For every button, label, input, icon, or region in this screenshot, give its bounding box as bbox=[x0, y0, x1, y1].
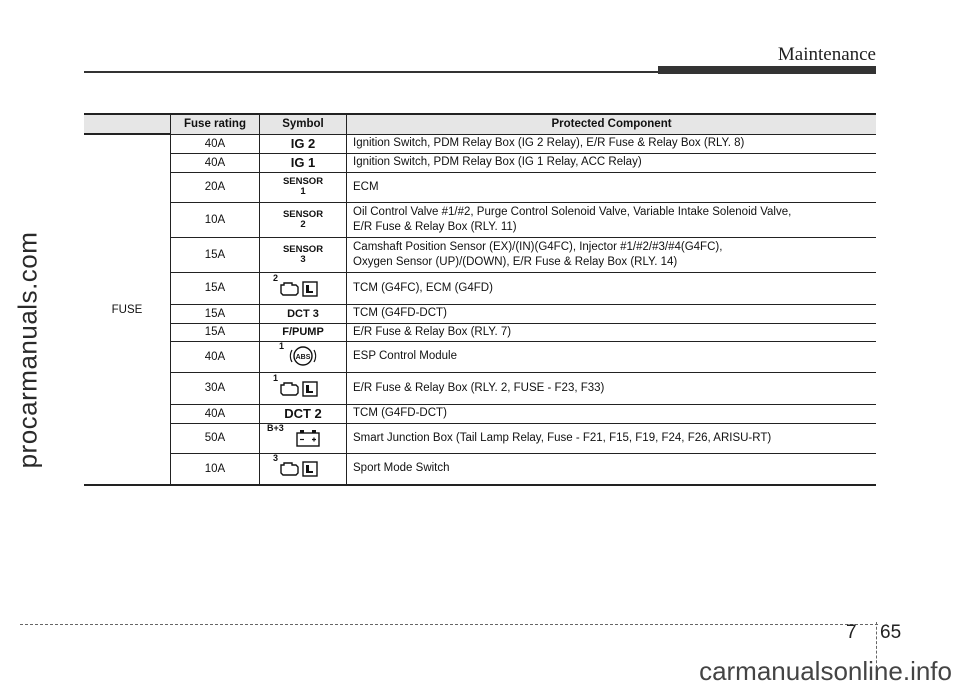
engine-transmission-icon bbox=[273, 372, 333, 399]
side-watermark-text: procarmanuals.com bbox=[12, 231, 43, 469]
component-line-2: Oxygen Sensor (UP)/(DOWN), E/R Fuse & Relay Box (RLY. 14) bbox=[353, 255, 678, 268]
component-cell bbox=[347, 237, 877, 272]
component-line-1: Oil Control Valve #1/#2, Purge Control Solenoid Valve, Variable Intake Solenoid Valve, bbox=[353, 205, 792, 218]
symbol-label: SENSOR bbox=[282, 208, 324, 220]
component-cell: ESP Control Module bbox=[347, 341, 877, 372]
table-row bbox=[84, 372, 876, 404]
table-row bbox=[84, 237, 876, 272]
table-header-row bbox=[84, 114, 876, 134]
symbol-sublabel: 3 bbox=[300, 253, 306, 265]
header-rule-thin bbox=[84, 71, 658, 73]
symbol-cell bbox=[260, 172, 347, 202]
rating-cell: 15A bbox=[171, 272, 260, 304]
header-symbol: Symbol bbox=[260, 114, 347, 134]
component-cell: ECM bbox=[347, 172, 877, 202]
symbol-label: DCT 2 bbox=[284, 406, 322, 421]
engine-transmission-icon bbox=[273, 272, 333, 299]
symbol-label: IG 1 bbox=[290, 155, 316, 170]
component-cell: E/R Fuse & Relay Box (RLY. 7) bbox=[347, 323, 877, 341]
table-row bbox=[84, 134, 876, 153]
rating-cell: 20A bbox=[171, 172, 260, 202]
side-watermark bbox=[8, 140, 48, 560]
abs-icon-text: ABS bbox=[295, 354, 311, 361]
symbol-cell bbox=[260, 272, 347, 304]
header-type bbox=[84, 114, 171, 134]
symbol-cell bbox=[260, 453, 347, 485]
table-row bbox=[84, 272, 876, 304]
rating-cell: 15A bbox=[171, 237, 260, 272]
symbol-cell bbox=[260, 404, 347, 423]
header-rule-thick bbox=[658, 66, 876, 74]
footer-dashed-rule bbox=[20, 624, 878, 625]
table-row bbox=[84, 304, 876, 323]
table-row bbox=[84, 404, 876, 423]
component-cell: TCM (G4FD-DCT) bbox=[347, 304, 877, 323]
symbol-sublabel: 2 bbox=[300, 218, 306, 230]
symbol-number: 1 bbox=[279, 341, 285, 351]
symbol-label: DCT 3 bbox=[287, 307, 319, 320]
rating-cell: 15A bbox=[171, 304, 260, 323]
symbol-cell bbox=[260, 153, 347, 172]
symbol-cell bbox=[260, 341, 347, 372]
rating-cell: 40A bbox=[171, 404, 260, 423]
component-cell: Sport Mode Switch bbox=[347, 453, 877, 485]
rating-cell: 50A bbox=[171, 423, 260, 453]
symbol-label: SENSOR bbox=[282, 243, 324, 255]
page-number: 65 bbox=[880, 622, 902, 643]
table-row bbox=[84, 453, 876, 485]
rating-cell: 10A bbox=[171, 202, 260, 237]
symbol-cell bbox=[260, 202, 347, 237]
symbol-cell bbox=[260, 423, 347, 453]
header-protected-component: Protected Component bbox=[347, 114, 877, 134]
component-line-1: Camshaft Position Sensor (EX)/(IN)(G4FC), Injector #1/#2/#3/#4(G4FC), bbox=[353, 240, 723, 253]
symbol-label: IG 2 bbox=[290, 136, 316, 151]
section-title: Maintenance bbox=[777, 44, 876, 65]
battery-icon bbox=[267, 422, 333, 449]
symbol-label: F/PUMP bbox=[282, 326, 324, 338]
symbol-cell bbox=[260, 323, 347, 341]
symbol-sublabel: 1 bbox=[300, 186, 306, 197]
rating-cell: 15A bbox=[171, 323, 260, 341]
symbol-cell bbox=[260, 372, 347, 404]
rating-cell: 30A bbox=[171, 372, 260, 404]
symbol-number: B+3 bbox=[267, 422, 284, 433]
table-row bbox=[84, 423, 876, 453]
header-fuse-rating: Fuse rating bbox=[171, 114, 260, 134]
bottom-watermark: carmanualsonline.info bbox=[699, 656, 952, 686]
fuse-type-cell: FUSE bbox=[84, 134, 171, 485]
rating-cell: 40A bbox=[171, 134, 260, 153]
table-row bbox=[84, 172, 876, 202]
component-cell: Ignition Switch, PDM Relay Box (IG 1 Relay, ACC Relay) bbox=[347, 153, 877, 172]
rating-cell: 40A bbox=[171, 341, 260, 372]
symbol-number: 2 bbox=[273, 272, 279, 283]
table-row bbox=[84, 341, 876, 372]
symbol-label: SENSOR bbox=[282, 176, 324, 187]
component-cell: Smart Junction Box (Tail Lamp Relay, Fuse - F21, F15, F19, F24, F26, ARISU-RT) bbox=[347, 423, 877, 453]
symbol-number: 1 bbox=[273, 372, 279, 383]
component-cell: Ignition Switch, PDM Relay Box (IG 2 Relay), E/R Fuse & Relay Box (RLY. 8) bbox=[347, 134, 877, 153]
symbol-cell bbox=[260, 237, 347, 272]
engine-transmission-icon bbox=[273, 455, 333, 479]
component-cell: TCM (G4FD-DCT) bbox=[347, 404, 877, 423]
symbol-number: 3 bbox=[273, 453, 279, 464]
symbol-cell bbox=[260, 134, 347, 153]
symbol-cell bbox=[260, 304, 347, 323]
component-cell: E/R Fuse & Relay Box (RLY. 2, FUSE - F23, F33) bbox=[347, 372, 877, 404]
abs-icon bbox=[273, 343, 333, 367]
table-row bbox=[84, 153, 876, 172]
chapter-number: 7 bbox=[846, 622, 857, 643]
rating-cell: 40A bbox=[171, 153, 260, 172]
component-line-2: E/R Fuse & Relay Box (RLY. 11) bbox=[353, 220, 517, 233]
component-cell: TCM (G4FC), ECM (G4FD) bbox=[347, 272, 877, 304]
table-row bbox=[84, 202, 876, 237]
component-cell bbox=[347, 202, 877, 237]
fuse-table bbox=[84, 113, 876, 486]
rating-cell: 10A bbox=[171, 453, 260, 485]
table-row bbox=[84, 323, 876, 341]
